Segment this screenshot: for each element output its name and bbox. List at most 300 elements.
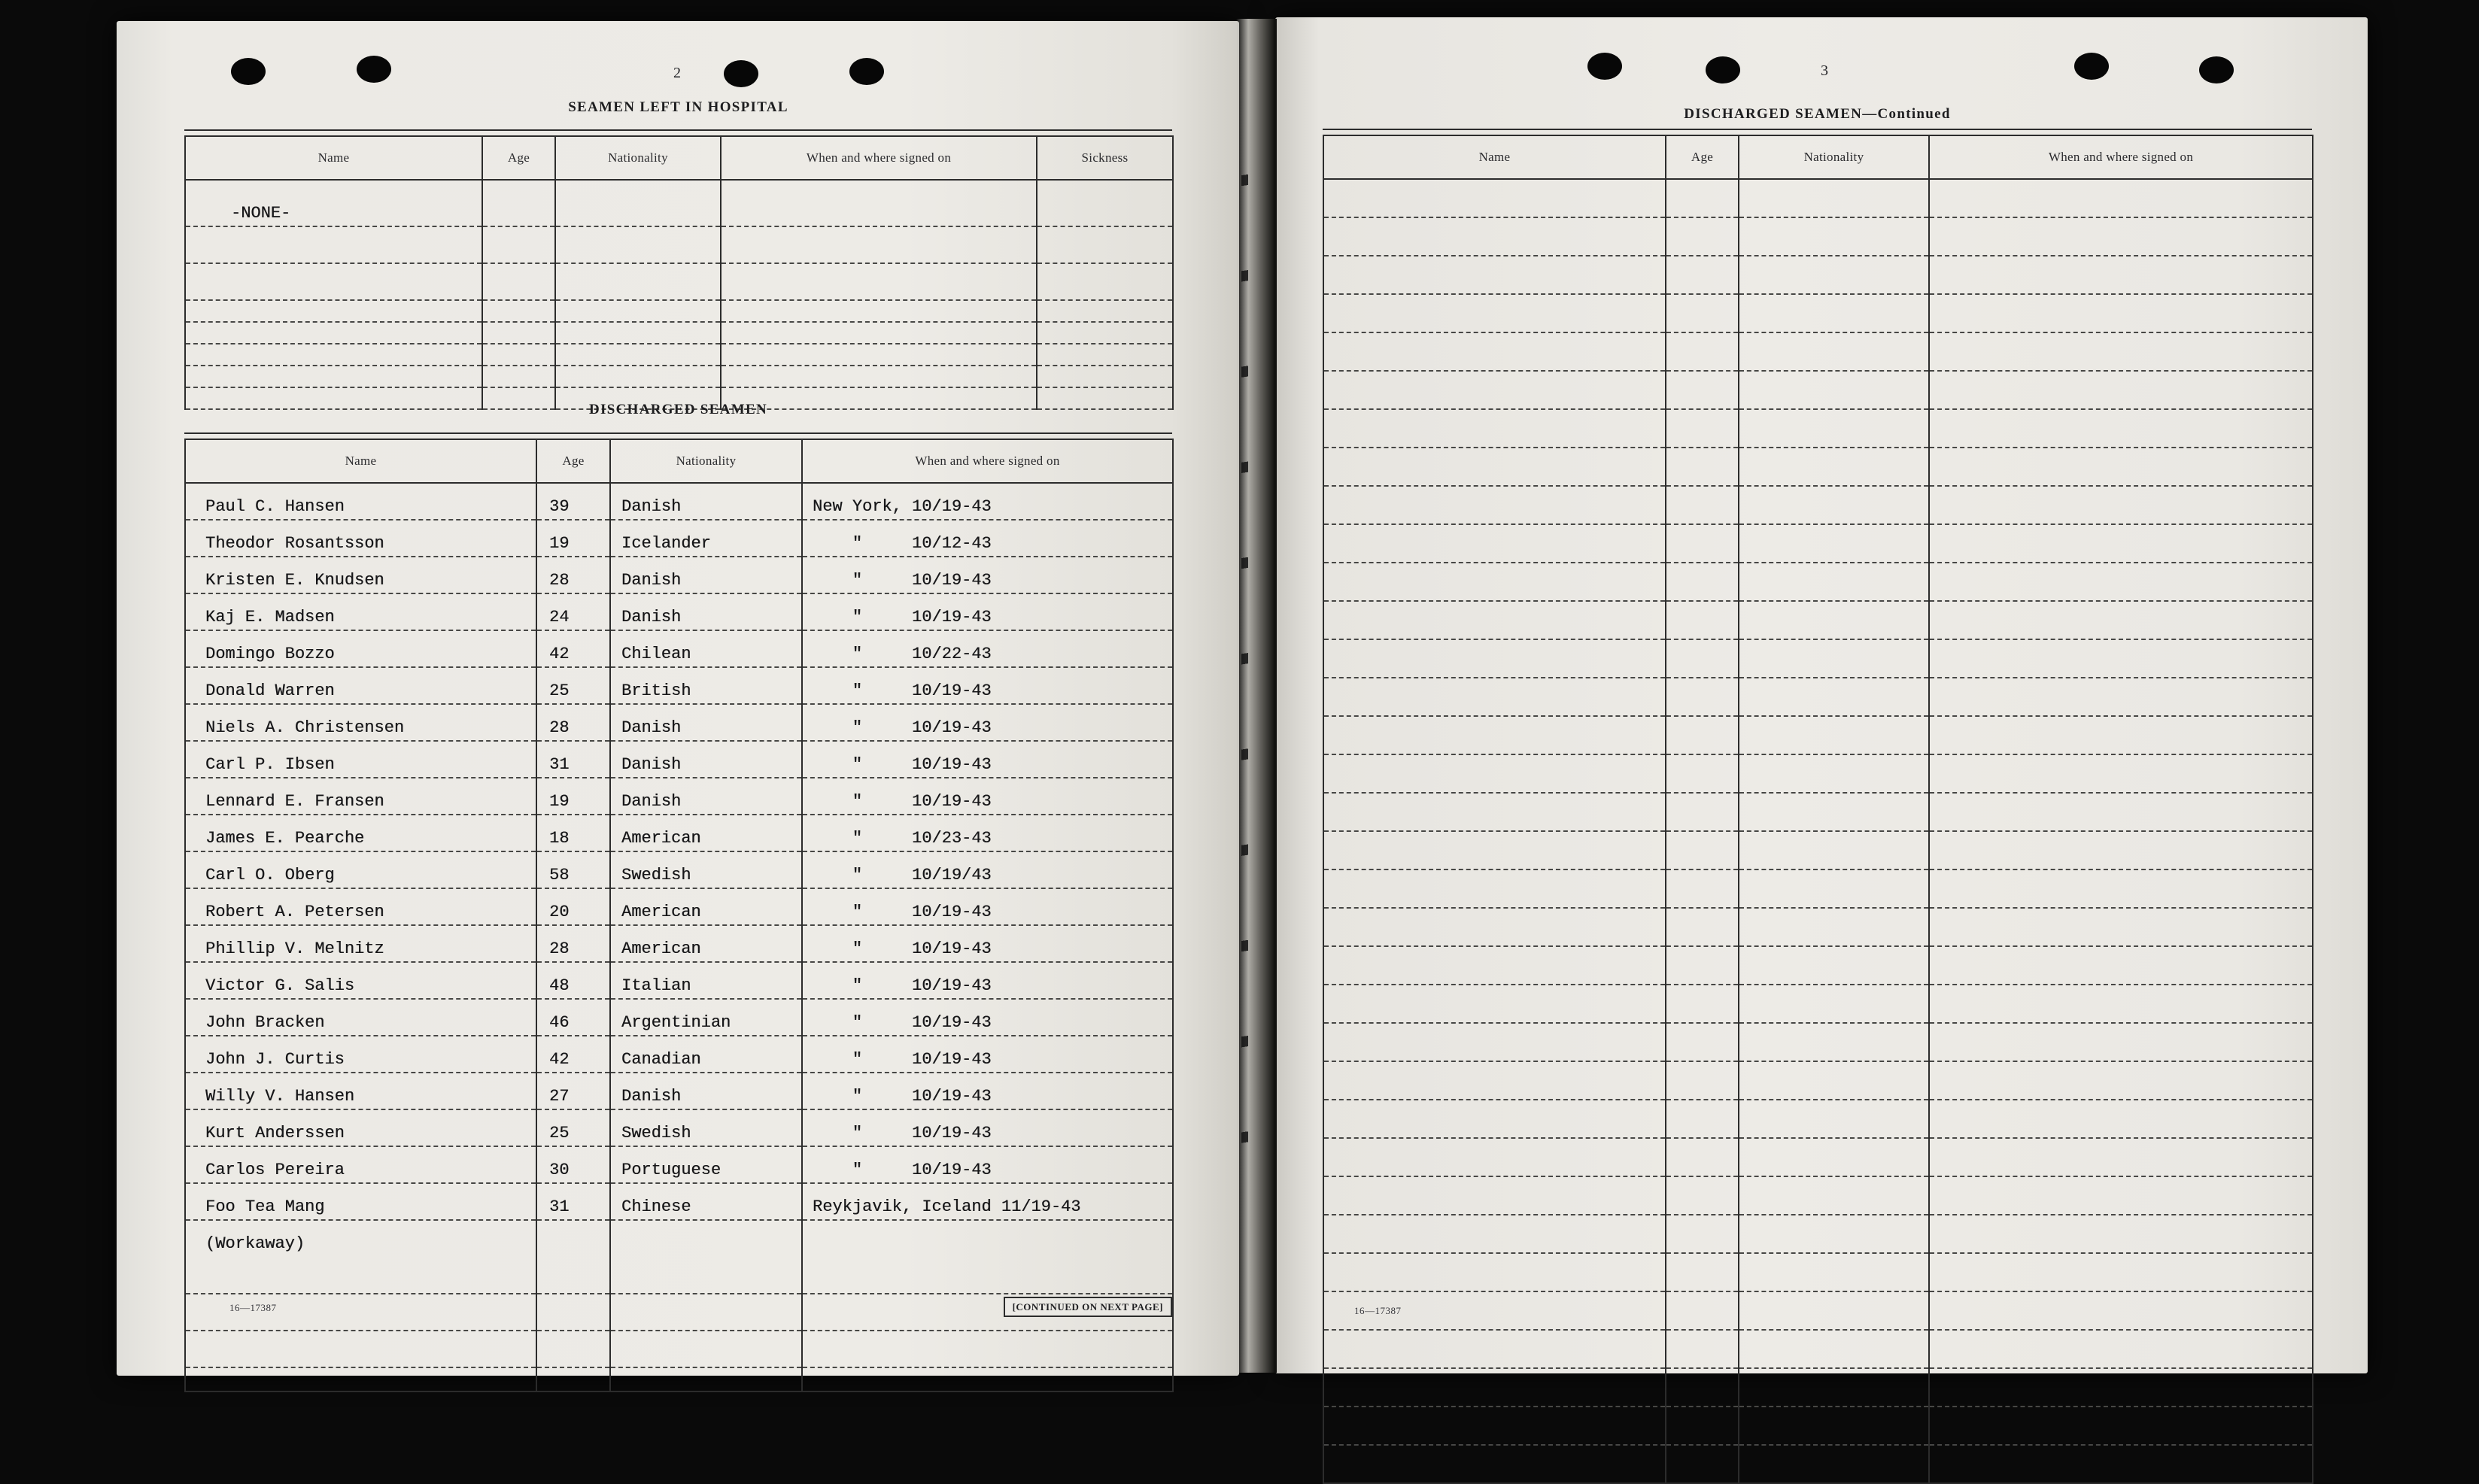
cell-nationality: [1739, 1023, 1929, 1061]
cell-name: [185, 344, 482, 366]
table-row: [185, 1146, 1173, 1183]
cell-name: -NONE-: [185, 180, 482, 226]
cell-name: James E. Pearche: [185, 815, 536, 851]
hospital-section-title: SEAMEN LEFT IN HOSPITAL: [568, 99, 788, 115]
blank-row: [1323, 908, 2313, 946]
cell-signed: " 10/19/43: [802, 851, 1173, 888]
cell-nationality: American: [610, 815, 802, 851]
cell-signed: [1929, 831, 2313, 869]
punch-hole: [2199, 56, 2234, 83]
cell-age: [1666, 448, 1739, 486]
cell-signed: [1929, 754, 2313, 793]
blank-row: [1323, 1291, 2313, 1330]
blank-row: [1323, 601, 2313, 639]
table-row: [185, 962, 1173, 999]
cell-age: 25: [536, 667, 610, 704]
cell-age: [1666, 1176, 1739, 1215]
cell-name: [1323, 1215, 1666, 1253]
cell-age: [1666, 716, 1739, 754]
cell-signed: [1929, 1445, 2313, 1483]
cell-age: [1666, 1253, 1739, 1291]
discharged-continued-title: DISCHARGED SEAMEN—Continued: [1684, 106, 1951, 122]
cell-age: [1666, 1100, 1739, 1138]
cell-name: [1323, 1407, 1666, 1445]
cell-age: [1666, 563, 1739, 601]
cell-age: 39: [536, 483, 610, 520]
cell-nationality: [1739, 409, 1929, 448]
table-bottom-spacer: [1323, 1445, 2313, 1483]
cell-signed: [1929, 1176, 2313, 1215]
cell-signed: [1929, 908, 2313, 946]
cell-nationality: Swedish: [610, 851, 802, 888]
cell-name: Donald Warren: [185, 667, 536, 704]
cell-age: 42: [536, 1036, 610, 1073]
cell-name: [1323, 1253, 1666, 1291]
cell-name: Kaj E. Madsen: [185, 593, 536, 630]
page-number: 2: [673, 65, 681, 81]
cell-signed: Reykjavik, Iceland 11/19-43: [802, 1183, 1173, 1220]
blank-row: [1323, 563, 2313, 601]
cell-age: [1666, 524, 1739, 563]
cell-age: [1666, 678, 1739, 716]
cell-sickness: [1037, 300, 1173, 322]
punch-hole: [357, 56, 391, 83]
continued-table-body: [1323, 179, 2313, 1445]
punch-hole: [1706, 56, 1740, 83]
cell-age: [536, 1220, 610, 1257]
cell-name: Kurt Anderssen: [185, 1109, 536, 1146]
table-row: [185, 520, 1173, 557]
cell-nationality: Danish: [610, 483, 802, 520]
cell-name: [1323, 869, 1666, 908]
page-number: 3: [1821, 62, 1828, 79]
table-row: [185, 667, 1173, 704]
cell-nationality: [1739, 908, 1929, 946]
cell-nationality: [1739, 946, 1929, 985]
cell-name: [1323, 1138, 1666, 1176]
cell-signed: [1929, 448, 2313, 486]
cell-nationality: [1739, 563, 1929, 601]
cell-age: [1666, 486, 1739, 524]
cell-signed: " 10/19-43: [802, 704, 1173, 741]
table-row: [185, 300, 1173, 322]
cell-nationality: [1739, 639, 1929, 678]
cell-age: 30: [536, 1146, 610, 1183]
cell-signed: [802, 1257, 1173, 1294]
cell-age: [1666, 217, 1739, 256]
cell-age: [482, 366, 555, 387]
cell-signed: " 10/19-43: [802, 888, 1173, 925]
cell-signed: [802, 1220, 1173, 1257]
cell-signed: [721, 226, 1037, 263]
cell-signed: [721, 344, 1037, 366]
col-header-signed-on: When and where signed on: [802, 439, 1173, 483]
cell-nationality: [1739, 1061, 1929, 1100]
cell-sickness: [1037, 180, 1173, 226]
cell-nationality: [555, 180, 721, 226]
blank-row: [1323, 256, 2313, 294]
table-bottom-spacer: [185, 1367, 1173, 1391]
cell-name: [185, 322, 482, 344]
cell-name: [1323, 716, 1666, 754]
cell-age: [536, 1331, 610, 1367]
cell-signed: " 10/22-43: [802, 630, 1173, 667]
punch-hole: [2074, 53, 2109, 80]
cell-nationality: [610, 1294, 802, 1331]
form-number: 16—17387: [229, 1302, 277, 1313]
cell-name: Carl O. Oberg: [185, 851, 536, 888]
cell-signed: [1929, 486, 2313, 524]
cell-name: [185, 1367, 536, 1391]
cell-age: 48: [536, 962, 610, 999]
cell-age: 28: [536, 925, 610, 962]
table-row: [185, 925, 1173, 962]
cell-signed: " 10/19-43: [802, 1036, 1173, 1073]
cell-nationality: [610, 1331, 802, 1367]
cell-age: [1666, 908, 1739, 946]
discharged-table-wrap: [184, 432, 1172, 1392]
cell-name: [1323, 985, 1666, 1023]
punch-hole: [1587, 53, 1622, 80]
cell-signed: [1929, 1407, 2313, 1445]
col-header-sickness: Sickness: [1037, 136, 1173, 180]
blank-row: [1323, 1330, 2313, 1368]
hospital-table: [184, 135, 1174, 410]
cell-nationality: American: [610, 925, 802, 962]
table-row: [185, 180, 1173, 226]
blank-row: [1323, 1176, 2313, 1215]
cell-age: [1666, 601, 1739, 639]
cell-name: [1323, 678, 1666, 716]
right-page: [1275, 17, 2368, 1373]
cell-nationality: Danish: [610, 704, 802, 741]
cell-age: 28: [536, 557, 610, 593]
cell-signed: [1929, 1100, 2313, 1138]
cell-signed: [721, 300, 1037, 322]
cell-nationality: [1739, 256, 1929, 294]
col-header-nationality: Nationality: [610, 439, 802, 483]
cell-nationality: [1739, 179, 1929, 217]
cell-nationality: [1739, 793, 1929, 831]
cell-age: [1666, 1215, 1739, 1253]
cell-name: [1323, 1445, 1666, 1483]
cell-nationality: [1739, 1330, 1929, 1368]
cell-age: [1666, 332, 1739, 371]
cell-signed: [1929, 1215, 2313, 1253]
cell-name: [185, 366, 482, 387]
cell-signed: [1929, 524, 2313, 563]
cell-name: [1323, 409, 1666, 448]
table-row: [185, 704, 1173, 741]
blank-row: [1323, 639, 2313, 678]
cell-nationality: Chilean: [610, 630, 802, 667]
cell-name: Niels A. Christensen: [185, 704, 536, 741]
punch-hole: [849, 58, 884, 85]
col-header-nationality: Nationality: [555, 136, 721, 180]
cell-nationality: [555, 344, 721, 366]
cell-nationality: [1739, 831, 1929, 869]
blank-row: [1323, 985, 2313, 1023]
cell-nationality: [1739, 1445, 1929, 1483]
blank-row: [1323, 217, 2313, 256]
cell-name: Kristen E. Knudsen: [185, 557, 536, 593]
cell-nationality: Canadian: [610, 1036, 802, 1073]
blank-row: [1323, 1100, 2313, 1138]
table-row: [185, 322, 1173, 344]
discharged-section-title: DISCHARGED SEAMEN: [589, 402, 767, 417]
cell-age: [1666, 1407, 1739, 1445]
table-row: [185, 1257, 1173, 1294]
blank-row: [1323, 1407, 2313, 1445]
cell-name: [1323, 563, 1666, 601]
col-header-age: Age: [1666, 135, 1739, 179]
cell-signed: [721, 322, 1037, 344]
cell-name: John Bracken: [185, 999, 536, 1036]
cell-nationality: [1739, 1407, 1929, 1445]
table-row: [185, 226, 1173, 263]
cell-name: [1323, 793, 1666, 831]
table-row: [185, 557, 1173, 593]
cell-nationality: Portuguese: [610, 1146, 802, 1183]
cell-name: Robert A. Petersen: [185, 888, 536, 925]
cell-nationality: [1739, 486, 1929, 524]
spacer-row: [1323, 1445, 2313, 1483]
cell-name: [1323, 1100, 1666, 1138]
cell-nationality: [555, 366, 721, 387]
cell-age: [1666, 1291, 1739, 1330]
hospital-table-wrap: [184, 129, 1172, 410]
cell-nationality: Swedish: [610, 1109, 802, 1146]
cell-signed: " 10/19-43: [802, 962, 1173, 999]
cell-age: [536, 1257, 610, 1294]
table-row: [185, 1073, 1173, 1109]
cell-name: [185, 1257, 536, 1294]
hospital-table-body: [185, 180, 1173, 409]
cell-name: [185, 226, 482, 263]
cell-age: [482, 344, 555, 366]
cell-signed: [1929, 639, 2313, 678]
cell-nationality: [1739, 448, 1929, 486]
blank-row: [1323, 754, 2313, 793]
table-row: [185, 1183, 1173, 1220]
cell-name: [1323, 754, 1666, 793]
col-header-signed-on: When and where signed on: [721, 136, 1037, 180]
cell-signed: [1929, 793, 2313, 831]
cell-nationality: [1739, 294, 1929, 332]
cell-signed: " 10/19-43: [802, 741, 1173, 778]
cell-signed: [1929, 1023, 2313, 1061]
cell-sickness: [1037, 366, 1173, 387]
blank-row: [1323, 1061, 2313, 1100]
cell-name: Victor G. Salis: [185, 962, 536, 999]
cell-signed: [1929, 1061, 2313, 1100]
cell-nationality: [1739, 985, 1929, 1023]
spacer-row: [185, 1367, 1173, 1391]
cell-nationality: Italian: [610, 962, 802, 999]
table-row: [185, 778, 1173, 815]
cell-signed: [1929, 332, 2313, 371]
cell-age: [1666, 1330, 1739, 1368]
blank-row: [1323, 179, 2313, 217]
blank-row: [1323, 486, 2313, 524]
cell-signed: [1929, 1368, 2313, 1407]
cell-name: [185, 1331, 536, 1367]
cell-name: Willy V. Hansen: [185, 1073, 536, 1109]
cell-name: Theodor Rosantsson: [185, 520, 536, 557]
cell-name: [1323, 256, 1666, 294]
cell-nationality: [610, 1367, 802, 1391]
cell-age: [482, 322, 555, 344]
cell-name: [185, 263, 482, 300]
cell-nationality: Danish: [610, 1073, 802, 1109]
table-row: [185, 263, 1173, 300]
cell-name: (Workaway): [185, 1220, 536, 1257]
continued-note: [CONTINUED ON NEXT PAGE]: [1004, 1297, 1172, 1317]
form-number: 16—17387: [1354, 1305, 1402, 1316]
table-row: [185, 366, 1173, 387]
cell-nationality: [1739, 869, 1929, 908]
cell-name: Foo Tea Mang: [185, 1183, 536, 1220]
col-header-nationality: Nationality: [1739, 135, 1929, 179]
cell-signed: [1929, 294, 2313, 332]
cell-age: 58: [536, 851, 610, 888]
cell-age: 18: [536, 815, 610, 851]
cell-age: 27: [536, 1073, 610, 1109]
cell-signed: [1929, 256, 2313, 294]
cell-signed: [1929, 563, 2313, 601]
cell-name: John J. Curtis: [185, 1036, 536, 1073]
cell-name: [1323, 1368, 1666, 1407]
discharged-table-header: [185, 439, 1173, 483]
cell-age: 42: [536, 630, 610, 667]
cell-nationality: [1739, 601, 1929, 639]
cell-name: [1323, 601, 1666, 639]
table-row: [185, 815, 1173, 851]
discharged-table-body: [185, 483, 1173, 1367]
table-row: [185, 344, 1173, 366]
cell-nationality: British: [610, 667, 802, 704]
cell-age: [1666, 754, 1739, 793]
table-row: [185, 1036, 1173, 1073]
cell-signed: [1929, 217, 2313, 256]
cell-nationality: Chinese: [610, 1183, 802, 1220]
cell-age: [1666, 1368, 1739, 1407]
cell-name: Paul C. Hansen: [185, 483, 536, 520]
cell-signed: " 10/19-43: [802, 778, 1173, 815]
blank-row: [1323, 678, 2313, 716]
cell-nationality: [555, 226, 721, 263]
cell-age: [1666, 1138, 1739, 1176]
cell-signed: [1929, 985, 2313, 1023]
cell-age: [1666, 831, 1739, 869]
cell-nationality: [1739, 1138, 1929, 1176]
cell-name: [1323, 639, 1666, 678]
cell-age: [1666, 985, 1739, 1023]
cell-age: 31: [536, 1183, 610, 1220]
table-row: [185, 999, 1173, 1036]
cell-age: [1666, 793, 1739, 831]
cell-age: 19: [536, 778, 610, 815]
cell-signed: [721, 180, 1037, 226]
cell-sickness: [1037, 263, 1173, 300]
cell-signed: [1929, 946, 2313, 985]
cell-signed: [802, 1367, 1173, 1391]
col-header-name: Name: [185, 439, 536, 483]
cell-sickness: [1037, 322, 1173, 344]
cell-signed: [721, 263, 1037, 300]
blank-row: [1323, 294, 2313, 332]
cell-signed: [1929, 409, 2313, 448]
left-page: [117, 21, 1239, 1376]
table-row: [185, 741, 1173, 778]
cell-signed: New York, 10/19-43: [802, 483, 1173, 520]
cell-age: [1666, 1061, 1739, 1100]
cell-nationality: [555, 300, 721, 322]
cell-sickness: [1037, 344, 1173, 366]
table-row: [185, 851, 1173, 888]
cell-signed: " 10/19-43: [802, 1073, 1173, 1109]
cell-name: [1323, 831, 1666, 869]
binding-artifact-marks: [1241, 90, 1248, 1218]
cell-nationality: [1739, 524, 1929, 563]
blank-row: [1323, 332, 2313, 371]
cell-name: Lennard E. Fransen: [185, 778, 536, 815]
cell-age: [1666, 371, 1739, 409]
cell-signed: " 10/19-43: [802, 1146, 1173, 1183]
cell-signed: [1929, 678, 2313, 716]
cell-name: [1323, 448, 1666, 486]
col-header-age: Age: [536, 439, 610, 483]
cell-age: [1666, 1023, 1739, 1061]
cell-signed: " 10/19-43: [802, 593, 1173, 630]
cell-signed: [1929, 371, 2313, 409]
cell-signed: [1929, 869, 2313, 908]
cell-signed: " 10/23-43: [802, 815, 1173, 851]
cell-nationality: [1739, 678, 1929, 716]
col-header-age: Age: [482, 136, 555, 180]
cell-signed: [1929, 1138, 2313, 1176]
cell-signed: " 10/19-43: [802, 925, 1173, 962]
cell-signed: " 10/19-43: [802, 667, 1173, 704]
cell-age: [1666, 294, 1739, 332]
cell-nationality: [1739, 1176, 1929, 1215]
blank-row: [1323, 1215, 2313, 1253]
cell-nationality: [1739, 716, 1929, 754]
table-row: [185, 593, 1173, 630]
blank-row: [1323, 831, 2313, 869]
cell-age: 28: [536, 704, 610, 741]
col-header-name: Name: [1323, 135, 1666, 179]
cell-name: Phillip V. Melnitz: [185, 925, 536, 962]
cell-nationality: [610, 1220, 802, 1257]
cell-nationality: [555, 322, 721, 344]
blank-row: [1323, 793, 2313, 831]
table-row: [185, 1220, 1173, 1257]
blank-row: [1323, 409, 2313, 448]
cell-nationality: [1739, 217, 1929, 256]
cell-age: [536, 1294, 610, 1331]
cell-nationality: [1739, 332, 1929, 371]
col-header-name: Name: [185, 136, 482, 180]
cell-name: [1323, 1176, 1666, 1215]
cell-age: [1666, 256, 1739, 294]
cell-age: [482, 300, 555, 322]
continued-table-header: [1323, 135, 2313, 179]
discharged-continued-table: [1323, 135, 2313, 1484]
cell-nationality: Danish: [610, 778, 802, 815]
cell-nationality: Danish: [610, 557, 802, 593]
cell-nationality: [1739, 1253, 1929, 1291]
